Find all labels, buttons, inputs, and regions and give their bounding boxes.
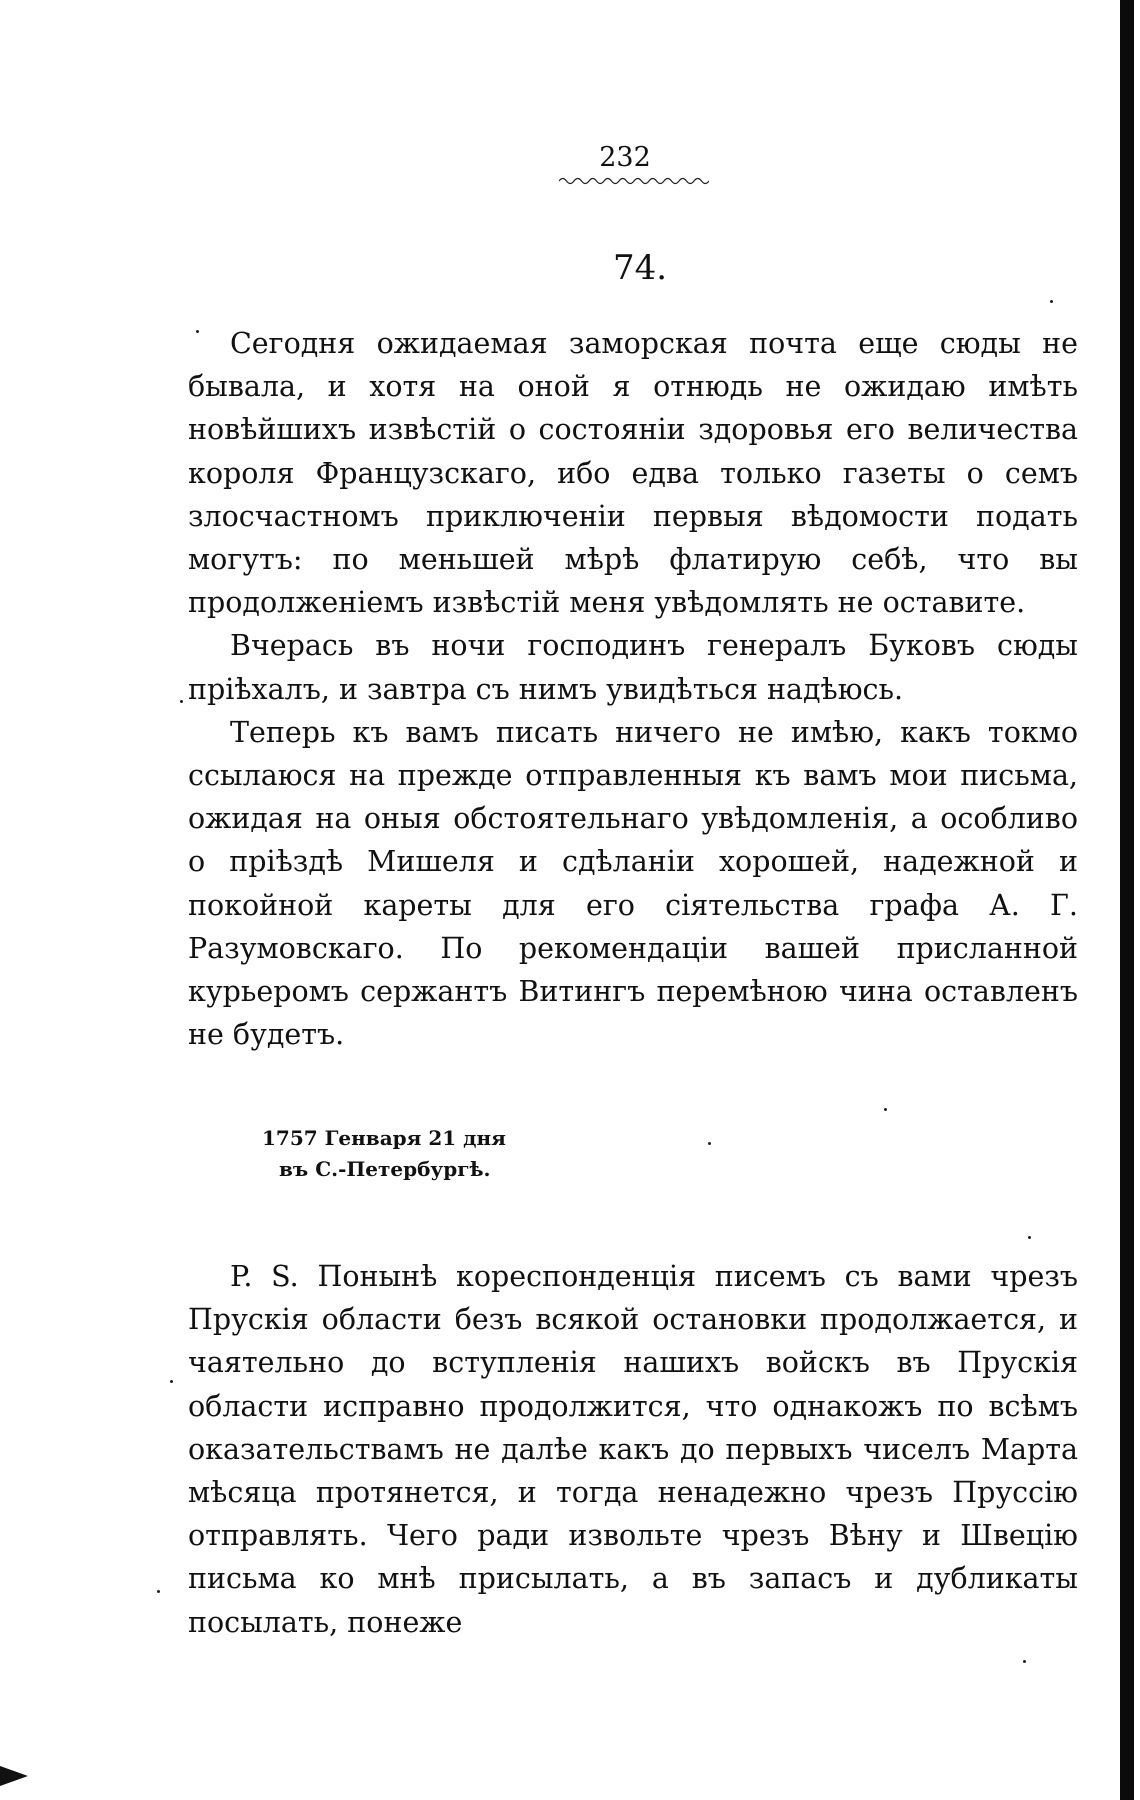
dateline-date: 1757 Генваря 21 дня <box>262 1126 506 1150</box>
scan-speck <box>180 700 183 703</box>
scan-speck <box>1050 300 1053 303</box>
dateline <box>262 1123 506 1185</box>
dateline-place: въ С.-Петербургѣ. <box>279 1157 491 1181</box>
letter-paragraph: Вчерась въ ночи господинъ генералъ Буковъ сюды пріѣхалъ, и завтра съ нимъ увидѣться надѣюсь. <box>188 629 1078 706</box>
scan-speck <box>196 330 199 333</box>
postscript-paragraph: P. S. Понынѣ кореспонденція писемъ съ вами чрезъ Прускія области безъ всякой остановки продолжается, и чаятельно до вступленія нашихъ войскъ въ Прускія области исправно продолжится, что однакожъ по всѣмъ оказательствамъ не далѣе какъ до первыхъ чиселъ Марта мѣсяца протянется, и тогда ненадежно чрезъ Пруссію отправлять. Чего ради извольте чрезъ Вѣну и Швецію письма ко мнѣ присылать, а въ запасъ и дубликаты посылать, понеже <box>188 1260 1078 1639</box>
scan-speck <box>708 1142 711 1145</box>
page-number: 232 <box>599 142 651 173</box>
postscript <box>188 1255 1078 1644</box>
letter-paragraph: Теперь къ вамъ писать ничего не имѣю, какъ токмо ссылаюся на прежде отправленныя къ вамъ мои письма, ожидая на оныя обстоятельнаго увѣдомленія, а особливо о пріѣздѣ Мишеля и сдѣланіи хорошей, надежной и покойной кареты для его сіятельства графа А. Г. Разумовскаго. По рекомендаціи вашей присланной курьеромъ сержантъ Витингъ перемѣною чина оставленъ не будетъ. <box>188 715 1078 1052</box>
letter-paragraph: Сегодня ожидаемая заморская почта еще сюды не бывала, и хотя на оной я отнюдь не ожидаю имѣть новѣйшихъ извѣстій о состояніи здоровья его величества короля Французскаго, ибо едва только газеты о семъ злосчастномъ приключеніи первыя вѣдомости подать могутъ: по меньшей мѣрѣ флатирую себѣ, что вы продолженіемъ извѣстій меня увѣдомлять не оставите. <box>188 327 1078 620</box>
corner-scan-mark <box>0 1766 28 1786</box>
scan-speck <box>157 1590 160 1593</box>
scan-speck <box>170 1380 173 1383</box>
scan-speck <box>1028 1236 1031 1239</box>
scan-speck <box>1023 1660 1026 1663</box>
wavy-rule-ornament <box>559 176 709 186</box>
scan-speck <box>884 1108 887 1111</box>
letter-body <box>188 322 1078 1056</box>
letter-number: 74. <box>612 248 668 288</box>
